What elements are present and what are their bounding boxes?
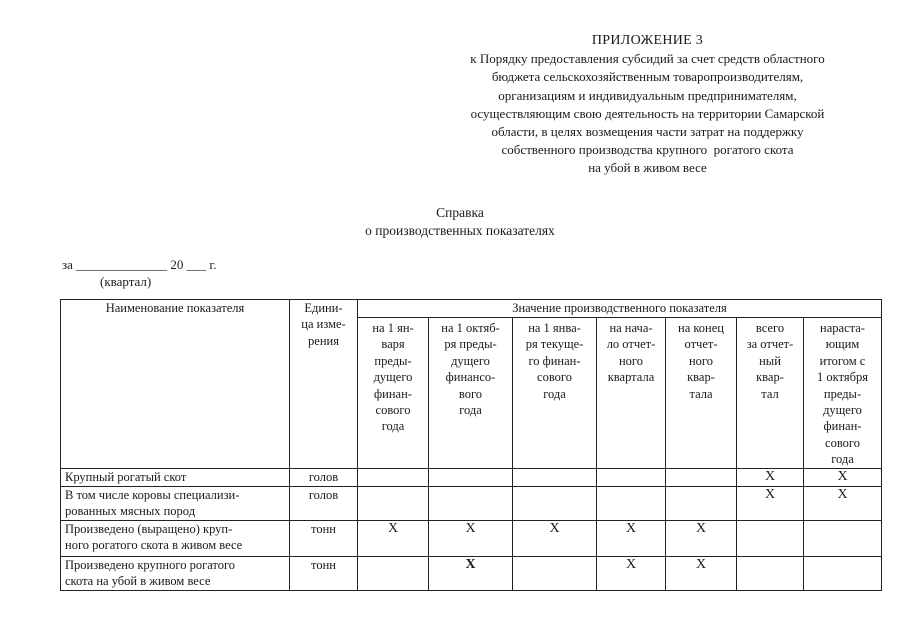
value-cell [737,556,804,590]
value-cell: X [513,520,597,556]
row-unit: голов [290,486,358,520]
document-title: Справка [436,205,484,220]
table-row [61,486,882,520]
subheader-cell: на нача- ло отчет- ного квартала [597,318,666,469]
appendix-line: области, в целях возмещения части затрат на поддержку [491,124,804,140]
appendix-line: к Порядку предоставления субсидий за счет средств областного [470,51,825,67]
subheader-cell: нараста- ющим итогом с 1 октября преды- дущего финан- сового года [804,318,882,469]
value-cell: X [804,468,882,486]
value-cell: X [737,468,804,486]
value-cell: X [358,520,429,556]
value-cell: X [429,556,513,590]
appendix-line: бюджета сельскохозяйственным товаропроизводителям, [491,69,804,85]
subheader-cell: всего за отчет- ный квар- тал [737,318,804,469]
value-cell: X [804,486,882,520]
value-cell [804,520,882,556]
value-cell [358,556,429,590]
value-cell: X [429,520,513,556]
document-heading [310,204,610,240]
appendix-line: осуществляющим свою деятельность на территории Самарской [470,105,825,121]
row-name: Произведено (выращено) круп- ного рогатого скота в живом весе [61,520,290,556]
appendix-line: организациям и индивидуальным предпринимателям, [498,87,797,103]
value-cell [429,468,513,486]
header-unit: Едини- ца изме- рения [290,300,358,469]
period-hint: (квартал) [100,274,152,289]
row-name: В том числе коровы специализи- рованных мясных пород [61,486,290,520]
document-subtitle: о производственных показателях [365,223,555,238]
appendix-title: ПРИЛОЖЕНИЕ 3 [591,33,704,48]
table-row [61,468,882,486]
table-row [61,520,882,556]
period-line: за ______________ 20 ___ г. [62,257,217,272]
appendix-header [425,32,870,178]
value-cell [513,486,597,520]
subheader-cell: на 1 октяб- ря преды- дущего финансо- вого года [429,318,513,469]
row-name: Крупный рогатый скот [61,468,290,486]
value-cell [513,468,597,486]
value-cell [597,486,666,520]
value-cell [358,486,429,520]
subheader-cell: на 1 ян- варя преды- дущего финан- сового года [358,318,429,469]
appendix-line: собственного производства крупного рогатого скота [501,142,794,158]
appendix-line: на убой в живом весе [588,160,707,176]
subheader-cell: на конец отчет- ного квар- тала [666,318,737,469]
table-row [61,556,882,590]
value-cell: X [597,520,666,556]
value-cell: X [666,556,737,590]
header-indicator-values: Значение производственного показателя [358,300,882,318]
value-cell [666,486,737,520]
value-cell: X [737,486,804,520]
value-cell: X [666,520,737,556]
value-cell [597,468,666,486]
value-cell [804,556,882,590]
header-indicator-name: Наименование показателя [61,300,290,469]
value-cell [666,468,737,486]
row-unit: тонн [290,556,358,590]
value-cell [513,556,597,590]
value-cell [737,520,804,556]
row-unit: тонн [290,520,358,556]
indicators-table [60,299,882,591]
subheader-cell: на 1 янва- ря текуще- го финан- сового года [513,318,597,469]
value-cell [358,468,429,486]
row-name: Произведено крупного рогатого скота на убой в живом весе [61,556,290,590]
row-unit: голов [290,468,358,486]
value-cell [429,486,513,520]
value-cell: X [597,556,666,590]
